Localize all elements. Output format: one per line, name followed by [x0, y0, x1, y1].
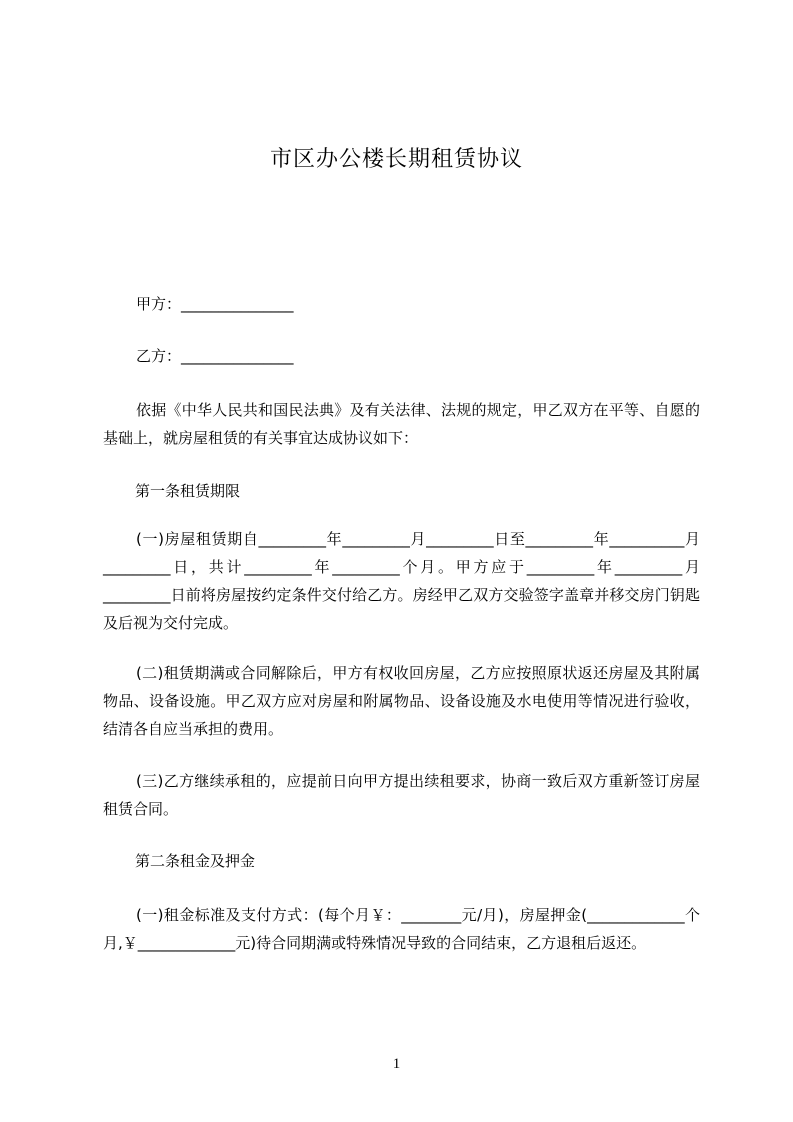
- article-1-clause-3: (三)乙方继续承租的，应提前日向甲方提出续租要求，协商一致后双方重新签订房屋租赁合同。: [103, 772, 700, 818]
- party-a-line: 甲方：_______________: [136, 295, 294, 313]
- article-1-clause-1: (一)房屋租赁期自_________年_________月_________日至_________年__________月_________日，共计_________年_________个月。甲方应于_________年_________月_________日前将房屋按约定条件交付给乙方。房经甲乙双方交验签字盖章并移交房门钥匙及后视为交付完成。: [103, 530, 700, 632]
- document-title: 市区办公楼长期租赁协议: [269, 147, 523, 172]
- article-2-clause-1: (一)租金标准及支付方式：(每个月￥：________元/月)，房屋押金(_____________个月,￥_____________元)待合同期满或特殊情况导致的合同结束，乙方退租后返还。: [103, 906, 700, 952]
- article-1-heading: 第一条租赁期限: [135, 482, 241, 500]
- article-1-clause-2: (二)租赁期满或合同解除后，甲方有权收回房屋，乙方应按照原状返还房屋及其附属物品、设备设施。甲乙双方应对房屋和附属物品、设备设施及水电使用等情况进行验收，结清各自应当承担的费用。: [103, 664, 700, 738]
- article-2-heading: 第二条租金及押金: [135, 852, 256, 870]
- page-number: 1: [392, 1056, 401, 1072]
- party-b-line: 乙方：_______________: [136, 347, 294, 365]
- preamble-paragraph: 依据《中华人民共和国民法典》及有关法律、法规的规定，甲乙双方在平等、自愿的基础上，就房屋租赁的有关事宜达成协议如下：: [103, 401, 700, 447]
